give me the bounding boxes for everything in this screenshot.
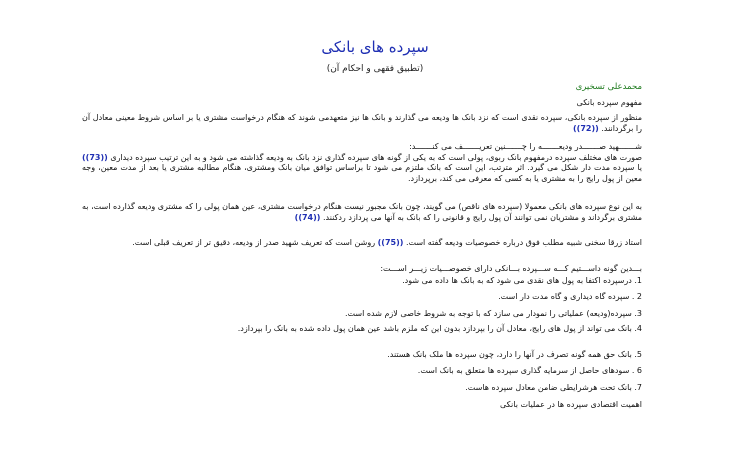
section-heading: مفهوم سپرده بانکی xyxy=(576,98,642,107)
paragraph-text: استاد زرقا سخنی شبیه مطلب فوق درباره خصوصیات ودیعه گفته است. xyxy=(405,238,642,247)
author-link[interactable]: محمدعلی تسخیری xyxy=(575,82,642,92)
paragraph-tail: یا سپرده مدت دار شکل می گیرد. اثر مترتب، این است که بانک ملتزم می شود تا براساس توافق میان بانک ومشتری، هنگام مطالبه مشتری یا بعد از مدت معین، وجه معین از پول رایج را به مشتری یا به کسی که معرفی می کند، برپردازد. xyxy=(82,163,642,183)
list-item: 2 . سپرده گاه دیداری و گاه مدت دار است. xyxy=(498,292,642,301)
footnote-ref[interactable]: ((73)) xyxy=(82,152,108,162)
footnote-ref[interactable]: ((74)) xyxy=(294,212,321,222)
paragraph-1 xyxy=(82,113,642,134)
paragraph-2 xyxy=(82,142,642,184)
paragraph-text: صورت های مختلف سپرده درمفهوم بانک ربوی، پولی است که به یکی از گونه های سپرده گذاری نزد بانک به ودیعه گذاشته می شود و به این ترتیب سپرده دیداری xyxy=(110,152,642,162)
list-item: 5. بانک حق همه گونه تصرف در آنها را دارد، چون سپرده ها ملک بانک هستند. xyxy=(387,350,642,359)
list-intro: بـــدین گونه داســـتیم کـــه ســـپرده بـــانکی دارای خصوصـــیات زیـــر اســـت: xyxy=(380,264,642,273)
paragraph-4 xyxy=(82,238,642,249)
list-item: 3. سپرده(ودیعه) عملیاتی را نمودار می سازد که با توجه به شروط خاصی لازم شده است. xyxy=(344,309,642,318)
document-subtitle: (تطبیق فقهی و احکام آن) xyxy=(326,64,424,74)
list-item: 6 . سودهای حاصل از سرمایه گذاری سپرده ها متعلق به بانک است. xyxy=(417,366,642,375)
list-item: 1. درسپرده اکتفا به پول های نقدی می شود که به بانک ها داده می شود. xyxy=(402,276,642,285)
paragraph-3 xyxy=(82,202,642,223)
list-item: 4. بانک می تواند از پول های رایج، معادل آن را بپردازد بدون این که ملزم باشد عین همان پول داده شده به بانک را بپردازد. xyxy=(237,324,642,333)
paragraph-tail: روشن است که تعریف شهید صدر از ودیعه، دقیق تر از تعریف قبلی است. xyxy=(132,238,376,247)
list-item: 7. بانک تحت هرشرایطی ضامن معادل سپرده هاست. xyxy=(465,383,642,392)
document-title: سپرده های بانکی xyxy=(321,38,429,56)
paragraph-lead: شـــــــهید صـــــــدر ودیعـــــــه را چـــــــنین تعریـــــــف می کنـــــــد: xyxy=(409,142,642,151)
footnote-ref[interactable]: ((75)) xyxy=(377,238,404,247)
footnote-ref[interactable]: ((72)) xyxy=(573,123,599,133)
paragraph-text: به این نوع سپرده های بانکی معمولا (سپرده های ناقص) می گویند، چون بانک مجبور نیست هنگام درخواست مشتری، عین همان پولی را که مشتری ودیعه گذارده است، به مشتری برگرداند و مشتریان نمی توانند آن پول رایج و قانونی را که بانک به آنها می پردازد ردکنند. xyxy=(82,202,642,222)
paragraph-text: منظور از سپرده بانکی، سپرده نقدی است که نزد بانک ها ودیعه می گذارند و بانک ها نیز متعهدمی شوند که هنگام درخواست مشتری یا بر اساس شروط معینی معادل آن را برگردانند. xyxy=(82,113,642,133)
closing-heading: اهمیت اقتصادی سپرده ها در عملیات بانکی xyxy=(499,400,642,409)
